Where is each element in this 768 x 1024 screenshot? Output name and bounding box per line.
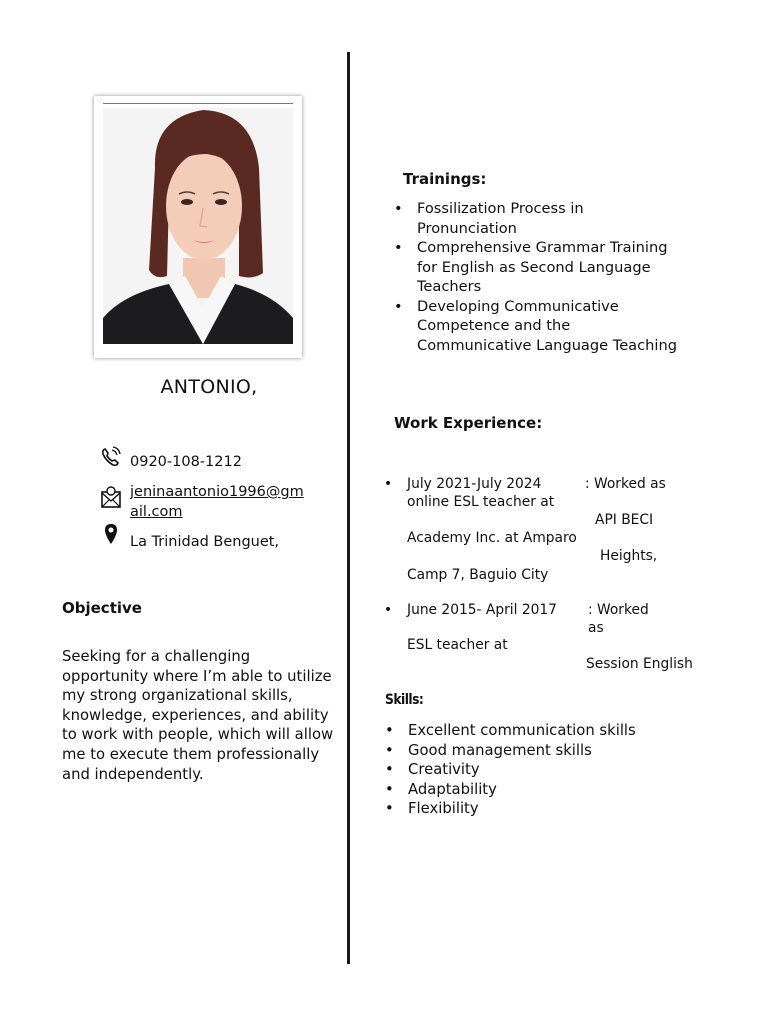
skill-item: • Flexibility [385,799,645,819]
work-detail: Academy Inc. at Amparo [407,529,577,546]
training-item: • Comprehensive Grammar Training for English as Second Language Teachers [394,238,684,297]
location-pin-icon [103,523,125,545]
work-detail: online ESL teacher at [407,493,555,510]
work-period: • July 2021-July 2024 [407,476,542,492]
objective-heading: Objective [62,599,142,617]
work-role: : Worked as [587,602,649,636]
training-item: • Fossilization Process in Pronunciation [394,199,684,238]
skills-list [385,721,645,827]
work-location: Heights, [600,548,658,564]
profile-photo [103,108,293,344]
trainings-heading: Trainings: [403,170,487,188]
photo-top-line [103,103,293,104]
skills-heading: Skills: [385,692,424,708]
trainings-list [394,199,684,372]
skill-item: • Adaptability [385,780,645,800]
candidate-name: ANTONIO, [160,376,258,398]
skill-item: • Good management skills [385,741,645,761]
skill-item: • Excellent communication skills [385,721,645,741]
email-link[interactable]: jeninaantonio1996@gmail.com [130,484,304,520]
work-period: • June 2015- April 2017 [407,602,557,618]
work-company: Session English [586,655,693,672]
work-experience-heading: Work Experience: [394,414,543,432]
skill-item: • Creativity [385,760,645,780]
work-company: API BECI [595,512,654,528]
address: La Trinidad Benguet, [130,534,280,550]
phone-number: 0920-108-1212 [130,454,242,470]
work-experience-list [384,476,704,672]
work-detail: ESL teacher at [407,637,508,653]
profile-photo-frame [94,96,302,358]
work-item [384,602,704,673]
email-icon [100,485,122,507]
phone-icon [100,446,122,468]
objective-text: Seeking for a challenging opportunity where I’m able to utilize my strong organizational skills, knowledge, experiences, and ability to work with people, which will allow me to execute them professionally and independently. [62,648,334,783]
work-role: : Worked as [585,476,666,492]
work-item [384,476,704,584]
work-detail: Camp 7, Baguio City [407,566,549,583]
column-divider [347,52,350,964]
training-item: • Developing Communicative Competence and the Communicative Language Teaching [394,297,684,356]
